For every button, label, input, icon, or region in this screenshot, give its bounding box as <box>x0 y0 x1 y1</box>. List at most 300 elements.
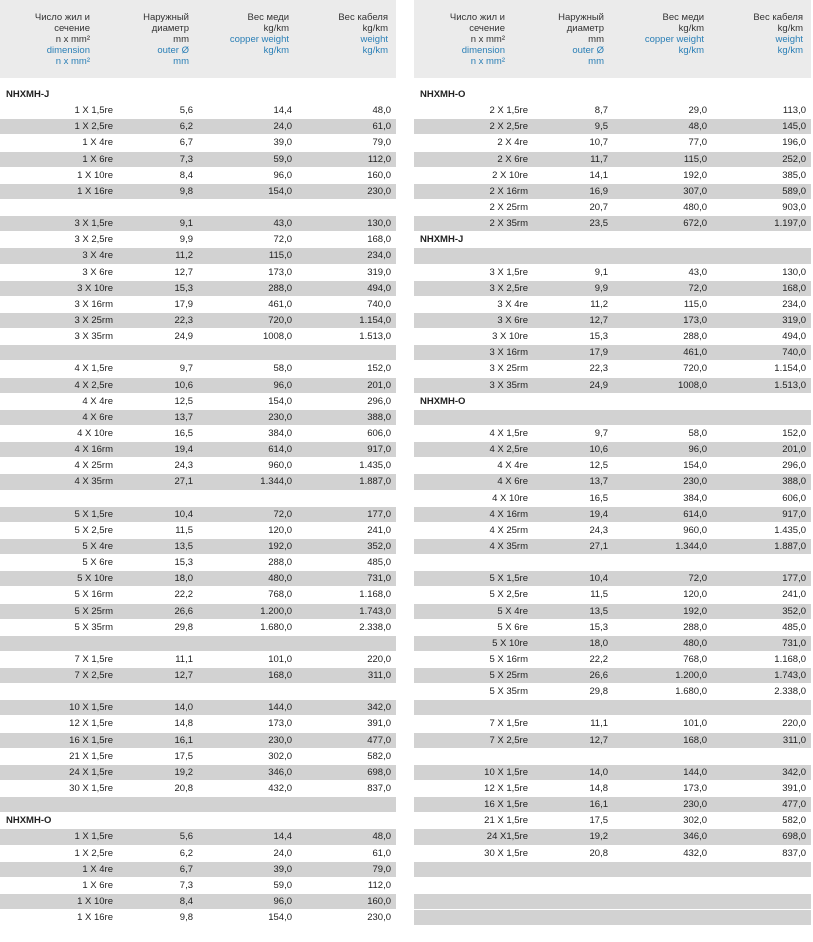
cell-dimension: 4 X 1,5re <box>74 363 113 375</box>
header-copper-weight: Вес меди kg/km copper weight kg/km <box>229 12 289 56</box>
cell-copper-weight: 1008,0 <box>677 379 707 391</box>
cell-dimension: 5 X 16rm <box>489 653 528 665</box>
cell-dimension: 1 X 4re <box>82 137 113 149</box>
cell-copper-weight: 230,0 <box>683 476 707 488</box>
cell-outer-diameter: 15,3 <box>174 557 193 569</box>
cell-cable-weight: 311,0 <box>782 734 806 746</box>
cell-outer-diameter: 11,5 <box>590 589 608 601</box>
cell-dimension: 4 X 10re <box>77 427 113 439</box>
cell-outer-diameter: 12,5 <box>174 395 193 407</box>
cell-outer-diameter: 18,0 <box>174 573 193 585</box>
cell-dimension: 1 X 2,5re <box>74 847 113 859</box>
cell-copper-weight: 173,0 <box>268 266 292 278</box>
cell-cable-weight: 477,0 <box>782 799 806 811</box>
table-row <box>414 200 811 216</box>
cell-dimension: 5 X 35rm <box>489 686 528 698</box>
cell-cable-weight: 112,0 <box>367 879 391 891</box>
cell-copper-weight: 288,0 <box>683 621 707 633</box>
cell-copper-weight: 168,0 <box>683 734 707 746</box>
cell-dimension: 3 X 6re <box>82 266 113 278</box>
cell-cable-weight: 311,0 <box>367 670 391 682</box>
cell-outer-diameter: 17,9 <box>589 347 608 359</box>
spacer-row <box>414 749 811 765</box>
table-row <box>414 571 811 587</box>
cell-cable-weight: 698,0 <box>367 766 391 778</box>
table-row <box>414 829 811 845</box>
cell-cable-weight: 582,0 <box>367 750 391 762</box>
cell-dimension: 7 X 2,5re <box>74 670 113 682</box>
spacer-row <box>414 248 811 264</box>
cell-outer-diameter: 13,7 <box>589 476 608 488</box>
cell-dimension: 7 X 1,5re <box>74 653 113 665</box>
cell-copper-weight: 480,0 <box>683 201 707 213</box>
table-row <box>414 281 811 297</box>
cell-copper-weight: 72,0 <box>273 508 292 520</box>
cell-outer-diameter: 20,7 <box>589 201 608 213</box>
cell-dimension: 3 X 4re <box>497 298 528 310</box>
cell-cable-weight: 220,0 <box>367 653 391 665</box>
cell-copper-weight: 461,0 <box>683 347 707 359</box>
cell-outer-diameter: 14,8 <box>589 783 608 795</box>
table-row <box>414 587 811 603</box>
cell-dimension: 5 X 25rm <box>489 670 528 682</box>
cell-cable-weight: 1.168,0 <box>774 653 806 665</box>
cell-dimension: 2 X 2,5re <box>489 121 528 133</box>
cell-cable-weight: 48,0 <box>372 105 391 117</box>
spacer-row <box>414 878 811 894</box>
cell-cable-weight: 130,0 <box>782 266 806 278</box>
cell-copper-weight: 1.344,0 <box>260 476 292 488</box>
section-heading <box>0 813 396 829</box>
cell-copper-weight: 72,0 <box>688 282 707 294</box>
cell-dimension: 2 X 6re <box>497 153 528 165</box>
cell-cable-weight: 388,0 <box>367 411 391 423</box>
cell-outer-diameter: 22,2 <box>589 653 608 665</box>
cell-outer-diameter: 14,8 <box>174 718 193 730</box>
cell-dimension: 24 X 1,5re <box>69 766 113 778</box>
cell-cable-weight: 740,0 <box>367 298 391 310</box>
cell-copper-weight: 115,0 <box>683 153 707 165</box>
table-row <box>0 829 396 845</box>
cell-cable-weight: 740,0 <box>782 347 806 359</box>
cell-copper-weight: 43,0 <box>273 218 292 230</box>
table-row <box>414 442 811 458</box>
cell-outer-diameter: 10,4 <box>174 508 193 520</box>
cell-dimension: 4 X 35rm <box>74 476 113 488</box>
cell-outer-diameter: 5,6 <box>179 831 193 843</box>
cell-copper-weight: 96,0 <box>688 444 707 456</box>
cell-dimension: 5 X 6re <box>82 557 113 569</box>
table-row <box>0 652 396 668</box>
cell-cable-weight: 252,0 <box>782 153 806 165</box>
table-row <box>414 168 811 184</box>
table-row <box>0 781 396 797</box>
cell-copper-weight: 720,0 <box>683 363 707 375</box>
cell-outer-diameter: 22,3 <box>589 363 608 375</box>
table-row <box>0 474 396 490</box>
cell-copper-weight: 96,0 <box>273 379 292 391</box>
table-row <box>0 733 396 749</box>
cell-cable-weight: 1.743,0 <box>359 605 391 617</box>
table-row <box>414 797 811 813</box>
cell-cable-weight: 160,0 <box>367 169 391 181</box>
cell-dimension: 30 X 1,5re <box>484 847 528 859</box>
cell-outer-diameter: 11,7 <box>590 153 608 165</box>
cell-outer-diameter: 15,3 <box>589 331 608 343</box>
cell-dimension: 7 X 1,5re <box>489 718 528 730</box>
cell-dimension: 10 X 1,5re <box>484 766 528 778</box>
cell-copper-weight: 192,0 <box>268 540 292 552</box>
cell-dimension: 3 X 16rm <box>74 298 113 310</box>
cell-cable-weight: 1.168,0 <box>359 589 391 601</box>
cell-outer-diameter: 8,7 <box>594 105 608 117</box>
table-row <box>414 378 811 394</box>
cell-cable-weight: 152,0 <box>782 427 806 439</box>
cell-dimension: 1 X 2,5re <box>74 121 113 133</box>
cell-dimension: 1 X 16re <box>77 185 113 197</box>
cell-copper-weight: 77,0 <box>688 137 707 149</box>
cell-copper-weight: 144,0 <box>268 702 292 714</box>
cell-outer-diameter: 29,8 <box>589 686 608 698</box>
cell-copper-weight: 384,0 <box>268 427 292 439</box>
cell-copper-weight: 960,0 <box>268 460 292 472</box>
cell-outer-diameter: 8,4 <box>179 896 193 908</box>
table-row <box>414 539 811 555</box>
cell-cable-weight: 485,0 <box>782 621 806 633</box>
cell-cable-weight: 485,0 <box>367 557 391 569</box>
table-row <box>0 894 396 910</box>
cell-cable-weight: 1.154,0 <box>359 314 391 326</box>
cell-dimension: 1 X 6re <box>82 879 113 891</box>
cell-outer-diameter: 24,3 <box>589 524 608 536</box>
cell-outer-diameter: 17,5 <box>174 750 193 762</box>
cell-cable-weight: 112,0 <box>367 153 391 165</box>
cell-dimension: 21 X 1,5re <box>69 750 113 762</box>
table-row <box>0 749 396 765</box>
cell-dimension: 3 X 1,5re <box>489 266 528 278</box>
cell-dimension: 3 X 25rm <box>74 314 113 326</box>
table-row <box>414 668 811 684</box>
table-row <box>414 426 811 442</box>
spacer-row <box>0 491 396 507</box>
table-row <box>0 910 396 926</box>
cell-cable-weight: 352,0 <box>367 540 391 552</box>
cell-copper-weight: 173,0 <box>683 314 707 326</box>
table-row <box>414 636 811 652</box>
table-row <box>0 410 396 426</box>
cell-cable-weight: 385,0 <box>782 169 806 181</box>
table-row <box>0 555 396 571</box>
cell-copper-weight: 672,0 <box>683 218 707 230</box>
cell-cable-weight: 196,0 <box>782 137 806 149</box>
cell-cable-weight: 48,0 <box>372 831 391 843</box>
spacer-row <box>414 862 811 878</box>
cell-copper-weight: 24,0 <box>273 847 292 859</box>
cell-outer-diameter: 16,1 <box>174 734 193 746</box>
table-row <box>0 716 396 732</box>
cell-copper-weight: 768,0 <box>683 653 707 665</box>
cell-copper-weight: 101,0 <box>683 718 707 730</box>
cell-cable-weight: 1.887,0 <box>359 476 391 488</box>
cell-outer-diameter: 9,7 <box>594 427 608 439</box>
cell-outer-diameter: 9,5 <box>594 121 608 133</box>
cell-dimension: 2 X 1,5re <box>489 105 528 117</box>
cell-dimension: 1 X 6re <box>82 153 113 165</box>
cell-copper-weight: 302,0 <box>268 750 292 762</box>
cell-outer-diameter: 11,2 <box>175 250 193 262</box>
cell-outer-diameter: 19,2 <box>589 831 608 843</box>
cell-cable-weight: 698,0 <box>782 831 806 843</box>
cell-cable-weight: 220,0 <box>782 718 806 730</box>
cell-dimension: 4 X 16rm <box>74 444 113 456</box>
cell-cable-weight: 917,0 <box>367 444 391 456</box>
cell-outer-diameter: 26,6 <box>589 670 608 682</box>
cell-outer-diameter: 16,5 <box>589 492 608 504</box>
cell-copper-weight: 302,0 <box>683 815 707 827</box>
table-row <box>0 604 396 620</box>
table-row <box>414 491 811 507</box>
table-row <box>414 329 811 345</box>
cell-outer-diameter: 6,7 <box>179 137 193 149</box>
spacer-row <box>0 684 396 700</box>
cell-copper-weight: 432,0 <box>683 847 707 859</box>
cell-cable-weight: 152,0 <box>367 363 391 375</box>
section-heading <box>414 232 811 248</box>
cell-cable-weight: 241,0 <box>782 589 806 601</box>
section-title: NHXMH-O <box>6 815 52 827</box>
cell-cable-weight: 79,0 <box>372 137 391 149</box>
cell-copper-weight: 29,0 <box>688 105 707 117</box>
header-cable-weight: Вес кабеля kg/km weight kg/km <box>338 12 388 56</box>
cell-cable-weight: 168,0 <box>782 282 806 294</box>
cell-copper-weight: 14,4 <box>273 105 292 117</box>
cell-dimension: 3 X 35rm <box>489 379 528 391</box>
cell-dimension: 3 X 25rm <box>489 363 528 375</box>
cell-cable-weight: 2.338,0 <box>359 621 391 633</box>
cell-cable-weight: 342,0 <box>367 702 391 714</box>
cell-outer-diameter: 29,8 <box>174 621 193 633</box>
cell-outer-diameter: 17,9 <box>174 298 193 310</box>
cell-cable-weight: 230,0 <box>367 912 391 924</box>
cell-cable-weight: 342,0 <box>782 766 806 778</box>
cell-cable-weight: 130,0 <box>367 218 391 230</box>
cell-outer-diameter: 12,5 <box>589 460 608 472</box>
cell-copper-weight: 154,0 <box>683 460 707 472</box>
cell-copper-weight: 1.344,0 <box>675 540 707 552</box>
cell-cable-weight: 234,0 <box>367 250 391 262</box>
cell-outer-diameter: 13,7 <box>174 411 193 423</box>
header-copper-weight: Вес меди kg/km copper weight kg/km <box>644 12 704 56</box>
cell-dimension: 10 X 1,5re <box>69 702 113 714</box>
cell-dimension: 2 X 25rm <box>489 201 528 213</box>
table-row <box>0 587 396 603</box>
cell-dimension: 16 X 1,5re <box>69 734 113 746</box>
table-row <box>414 345 811 361</box>
table-row <box>0 700 396 716</box>
cell-outer-diameter: 24,9 <box>589 379 608 391</box>
cell-copper-weight: 461,0 <box>268 298 292 310</box>
table-header <box>0 0 396 78</box>
cell-copper-weight: 173,0 <box>268 718 292 730</box>
cell-outer-diameter: 13,5 <box>589 605 608 617</box>
cell-copper-weight: 115,0 <box>268 250 292 262</box>
cell-outer-diameter: 12,7 <box>589 314 608 326</box>
cell-outer-diameter: 12,7 <box>589 734 608 746</box>
table-row <box>0 361 396 377</box>
cell-dimension: 4 X 10re <box>492 492 528 504</box>
cell-copper-weight: 230,0 <box>268 734 292 746</box>
cell-dimension: 1 X 1,5re <box>74 831 113 843</box>
cell-copper-weight: 168,0 <box>268 670 292 682</box>
table-row <box>414 135 811 151</box>
table-row <box>414 620 811 636</box>
cell-copper-weight: 288,0 <box>268 557 292 569</box>
table-row <box>0 571 396 587</box>
cell-outer-diameter: 7,3 <box>179 879 193 891</box>
cell-dimension: 4 X 1,5re <box>489 427 528 439</box>
cell-copper-weight: 120,0 <box>683 589 707 601</box>
section-heading <box>0 87 396 103</box>
cell-cable-weight: 234,0 <box>782 298 806 310</box>
cell-copper-weight: 144,0 <box>683 766 707 778</box>
cell-dimension: 4 X 4re <box>82 395 113 407</box>
spacer-row <box>0 797 396 813</box>
cell-cable-weight: 230,0 <box>367 185 391 197</box>
cell-cable-weight: 731,0 <box>367 573 391 585</box>
cell-copper-weight: 154,0 <box>268 912 292 924</box>
table-row <box>0 152 396 168</box>
right-rows <box>414 87 811 942</box>
spacer-row <box>414 894 811 910</box>
spacer-row <box>414 410 811 426</box>
cell-outer-diameter: 6,2 <box>179 121 193 133</box>
table-row <box>414 765 811 781</box>
cell-outer-diameter: 10,7 <box>589 137 608 149</box>
cell-dimension: 12 X 1,5re <box>484 783 528 795</box>
cell-cable-weight: 388,0 <box>782 476 806 488</box>
table-row <box>0 442 396 458</box>
cell-copper-weight: 307,0 <box>683 185 707 197</box>
cell-cable-weight: 168,0 <box>367 234 391 246</box>
cell-cable-weight: 61,0 <box>372 121 391 133</box>
cell-outer-diameter: 26,6 <box>174 605 193 617</box>
cell-outer-diameter: 20,8 <box>589 847 608 859</box>
cell-outer-diameter: 10,6 <box>589 444 608 456</box>
cell-copper-weight: 43,0 <box>688 266 707 278</box>
header-dimension: Число жил и сечение n x mm² dimension n x mm² <box>34 12 90 67</box>
table-row <box>0 846 396 862</box>
cell-copper-weight: 58,0 <box>688 427 707 439</box>
spacer-row <box>0 636 396 652</box>
header-dimension: Число жил и сечение n x mm² dimension n x mm² <box>449 12 505 67</box>
cell-cable-weight: 319,0 <box>782 314 806 326</box>
table-row <box>0 168 396 184</box>
cell-copper-weight: 101,0 <box>268 653 292 665</box>
table-row <box>414 297 811 313</box>
cell-outer-diameter: 16,1 <box>589 799 608 811</box>
cell-outer-diameter: 15,3 <box>589 621 608 633</box>
cell-dimension: 5 X 35rm <box>74 621 113 633</box>
table-row <box>414 813 811 829</box>
table-row <box>0 668 396 684</box>
spacer-row <box>414 926 811 942</box>
cell-dimension: 30 X 1,5re <box>69 783 113 795</box>
cell-cable-weight: 917,0 <box>782 508 806 520</box>
cell-copper-weight: 230,0 <box>268 411 292 423</box>
cell-cable-weight: 837,0 <box>367 783 391 795</box>
cell-dimension: 3 X 2,5re <box>489 282 528 294</box>
cell-copper-weight: 288,0 <box>683 331 707 343</box>
cell-dimension: 16 X 1,5re <box>484 799 528 811</box>
cell-outer-diameter: 16,5 <box>174 427 193 439</box>
cell-copper-weight: 173,0 <box>683 783 707 795</box>
cell-cable-weight: 79,0 <box>372 863 391 875</box>
cell-outer-diameter: 19,4 <box>174 444 193 456</box>
cell-cable-weight: 391,0 <box>782 783 806 795</box>
cell-outer-diameter: 9,7 <box>179 363 193 375</box>
cell-cable-weight: 1.513,0 <box>774 379 806 391</box>
table-row <box>0 765 396 781</box>
cell-outer-diameter: 14,1 <box>589 169 608 181</box>
cell-copper-weight: 72,0 <box>688 573 707 585</box>
cell-cable-weight: 296,0 <box>367 395 391 407</box>
cell-dimension: 7 X 2,5re <box>489 734 528 746</box>
cell-dimension: 4 X 16rm <box>489 508 528 520</box>
cell-dimension: 5 X 2,5re <box>74 524 113 536</box>
cell-outer-diameter: 24,3 <box>174 460 193 472</box>
cell-copper-weight: 1.680,0 <box>260 621 292 633</box>
table-row <box>0 281 396 297</box>
table-row <box>414 507 811 523</box>
cell-copper-weight: 192,0 <box>683 169 707 181</box>
cell-copper-weight: 614,0 <box>268 444 292 456</box>
section-title: NHXMH-O <box>420 89 466 100</box>
cell-cable-weight: 61,0 <box>372 847 391 859</box>
cell-cable-weight: 1.887,0 <box>774 540 806 552</box>
table-row <box>414 313 811 329</box>
table-row <box>414 684 811 700</box>
cell-dimension: 5 X 1,5re <box>489 573 528 585</box>
cell-cable-weight: 494,0 <box>367 282 391 294</box>
cell-dimension: 12 X 1,5re <box>69 718 113 730</box>
table-row <box>0 216 396 232</box>
cell-copper-weight: 48,0 <box>688 121 707 133</box>
cell-copper-weight: 614,0 <box>683 508 707 520</box>
cell-outer-diameter: 10,6 <box>174 379 193 391</box>
cell-dimension: 3 X 2,5re <box>74 234 113 246</box>
table-row <box>414 604 811 620</box>
cell-dimension: 3 X 16rm <box>489 347 528 359</box>
cell-copper-weight: 960,0 <box>683 524 707 536</box>
spacer-row <box>414 555 811 571</box>
table-row <box>414 716 811 732</box>
cell-dimension: 3 X 35rm <box>74 331 113 343</box>
cell-copper-weight: 288,0 <box>268 282 292 294</box>
cell-cable-weight: 589,0 <box>782 185 806 197</box>
cell-copper-weight: 480,0 <box>268 573 292 585</box>
cell-cable-weight: 113,0 <box>782 105 806 117</box>
cell-outer-diameter: 9,9 <box>179 234 193 246</box>
table-row <box>0 119 396 135</box>
cell-outer-diameter: 5,6 <box>179 105 193 117</box>
cell-copper-weight: 59,0 <box>273 879 292 891</box>
cell-cable-weight: 582,0 <box>782 815 806 827</box>
cell-dimension: 1 X 16re <box>77 912 113 924</box>
cell-copper-weight: 24,0 <box>273 121 292 133</box>
cell-cable-weight: 1.435,0 <box>359 460 391 472</box>
table-row <box>0 248 396 264</box>
cell-outer-diameter: 12,7 <box>174 670 193 682</box>
